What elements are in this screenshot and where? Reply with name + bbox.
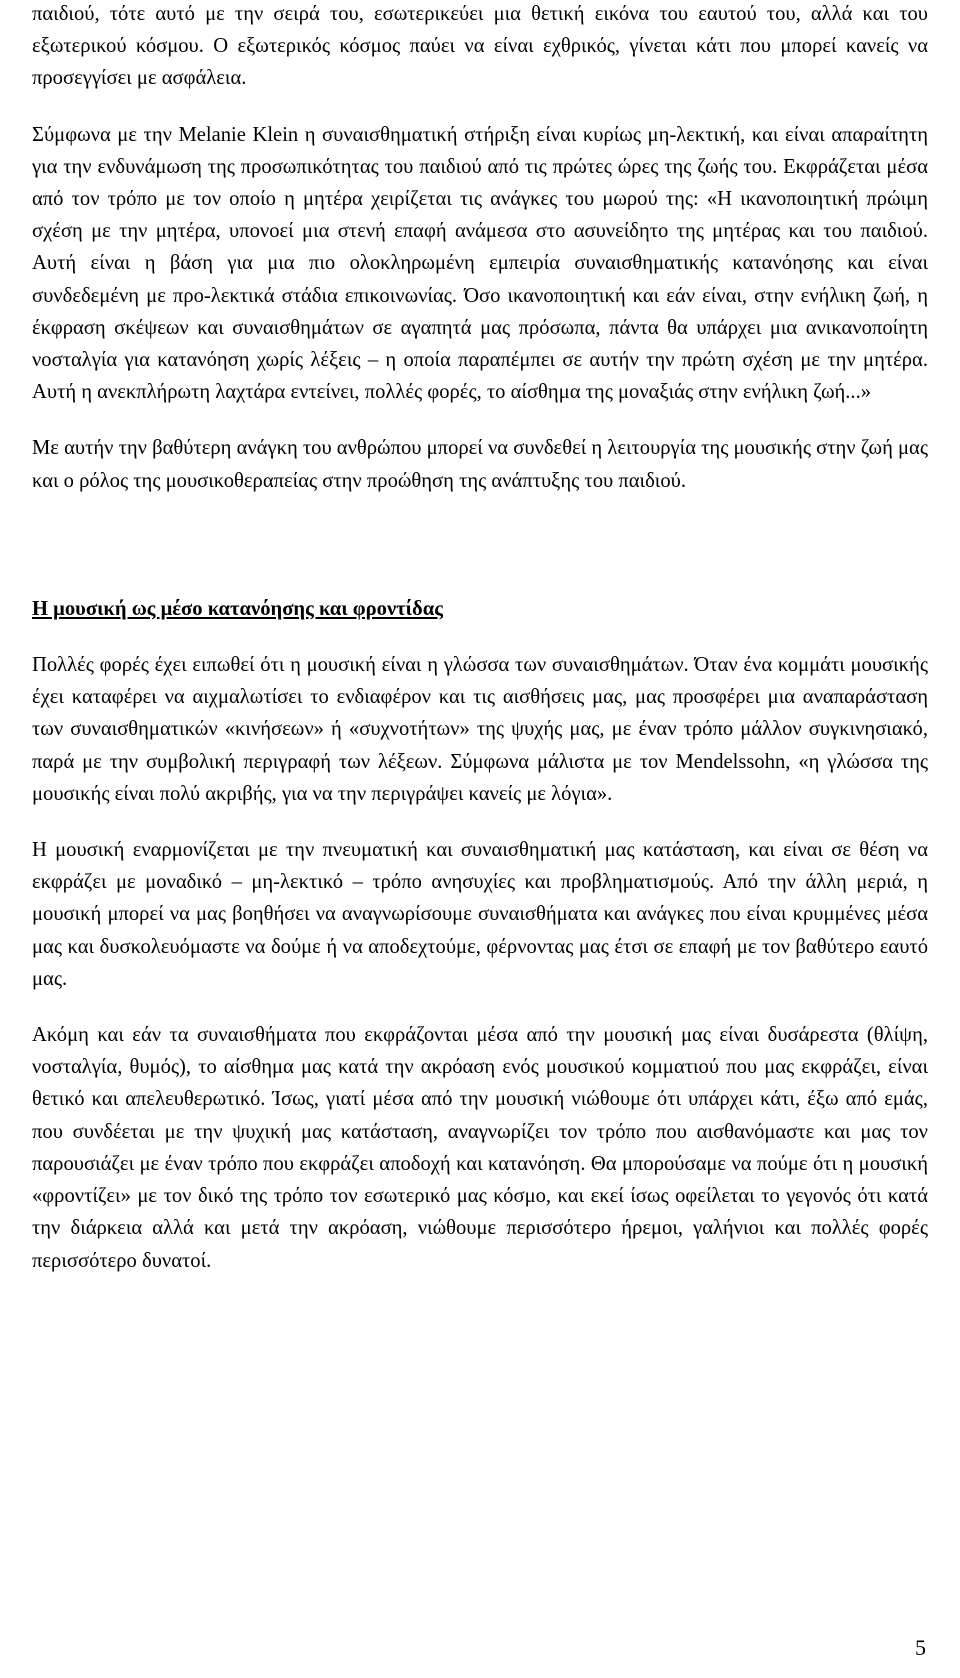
document-page <box>32 0 928 1277</box>
paragraph-intro-continued: παιδιού, τότε αυτό με την σειρά του, εσωτερικεύει μια θετική εικόνα του εαυτού του, αλλά και του εξωτερικού κόσμου. Ο εξωτερικός κόσμος παύει να είναι εχθρικός, γίνεται κάτι που μπορεί κανείς να προσεγγίσει με ασφάλεια. <box>32 3 928 90</box>
paragraph-language-of-emotions: Πολλές φορές έχει ειπωθεί ότι η μουσική είναι η γλώσσα των συναισθημάτων. Όταν ένα κομμάτι μουσικής έχει καταφέρει να αιχμαλωτίσει το ενδιαφέρον και τις αισθήσεις μας, μας προσφέρει μια αναπαράσταση των συναισθηματικών «κινήσεων» ή «συχνοτήτων» της ψυχής μας, με έναν τρόπο μάλλον συγκινησιακό, παρά με την συμβολική περιγραφή των λέξεων. Σύμφωνα μάλιστα με τον Mendelssohn, «η γλώσσα της μουσικής είναι πολύ ακριβής, για να την περιγράψει κανείς με λόγια». <box>32 654 928 805</box>
page-number: 5 <box>915 1635 926 1660</box>
paragraph-deeper-need: Με αυτήν την βαθύτερη ανάγκη του ανθρώπου μπορεί να συνδεθεί η λειτουργία της μουσικής στην ζωή μας και ο ρόλος της μουσικοθεραπείας στην προώθηση της ανάπτυξης του παιδιού. <box>32 437 928 492</box>
paragraph-harmonizes: Η μουσική εναρμονίζεται με την πνευματική και συναισθηματική μας κατάσταση, και είναι σε θέση να εκφράζει με μοναδικό – μη-λεκτικό – τρόπο ανησυχίες και προβληματισμούς. Από την άλλη μεριά, η μουσική μπορεί να μας βοηθήσει να αναγνωρίσουμε συναισθήματα και ανάγκες που είναι κρυμμένες μέσα μας και δυσκολευόμαστε να δούμε ή να αποδεχτούμε, φέρνοντας μας έτσι σε επαφή με τον βαθύτερο εαυτό μας. <box>32 839 928 990</box>
paragraph-melanie-klein: Σύμφωνα με την Melanie Klein η συναισθηματική στήριξη είναι κυρίως μη-λεκτική, και είναι απαραίτητη για την ενδυνάμωση της προσωπικότητας του παιδιού από τις πρώτες ώρες της ζωής του. Εκφράζεται μέσα από τον τρόπο με τον οποίο η μητέρα χειρίζεται τις ανάγκες του μωρού της: «Η ικανοποιητική πρώιμη σχέση με την μητέρα, υπονοεί μια στενή επαφή ανάμεσα στο ασυνείδητο της μητέρας και του παιδιού. Αυτή είναι η βάση για μια πιο ολοκληρωμένη εμπειρία συναισθηματικής κατανόησης και είναι συνδεδεμένη με προ-λεκτικά στάδια επικοινωνίας. Όσο ικανοποιητική και εάν είναι, στην ενήλικη ζωή, η έκφραση σκέψεων και συναισθημάτων σε αγαπητά μας πρόσωπα, πάντα θα υπάρχει μια ανικανοποίητη νοσταλγία για κατανόηση χωρίς λέξεις – η οποία παραπέμπει σε αυτήν την πρώτη σχέση με την μητέρα. Αυτή η ανεκπλήρωτη λαχτάρα εντείνει, πολλές φορές, το αίσθημα της μοναξιάς στην ενήλικη ζωή...» <box>32 123 928 404</box>
section-heading: Η μουσική ως μέσο κατανόησης και φροντίδας <box>32 597 443 620</box>
paragraph-even-unpleasant: Ακόμη και εάν τα συναισθήματα που εκφράζονται μέσα από την μουσική μας είναι δυσάρεστα (θλίψη, νοσταλγία, θυμός), το αίσθημα μας κατά την ακρόαση ενός μουσικού κομματιού που μας εκφράζει, είναι θετικό και απελευθερωτικό. Ίσως, γιατί μέσα από την μουσική νιώθουμε ότι υπάρχει κάτι, έξω από εμάς, που συνδέεται με την ψυχική μας κατάσταση, αναγνωρίζει τον τρόπο που αισθανόμαστε και μας τον παρουσιάζει με έναν τρόπο που εκφράζει αποδοχή και κατανόηση. Θα μπορούσαμε να πούμε ότι η μουσική «φροντίζει» με τον δικό της τρόπο τον εσωτερικό μας κόσμο, και εκεί ίσως οφείλεται το γεγονός ότι κατά την διάρκεια αλλά και μετά την ακρόαση, νιώθουμε περισσότερο ήρεμοι, γαλήνιοι και πολλές φορές περισσότερο δυνατοί. <box>32 1024 928 1272</box>
